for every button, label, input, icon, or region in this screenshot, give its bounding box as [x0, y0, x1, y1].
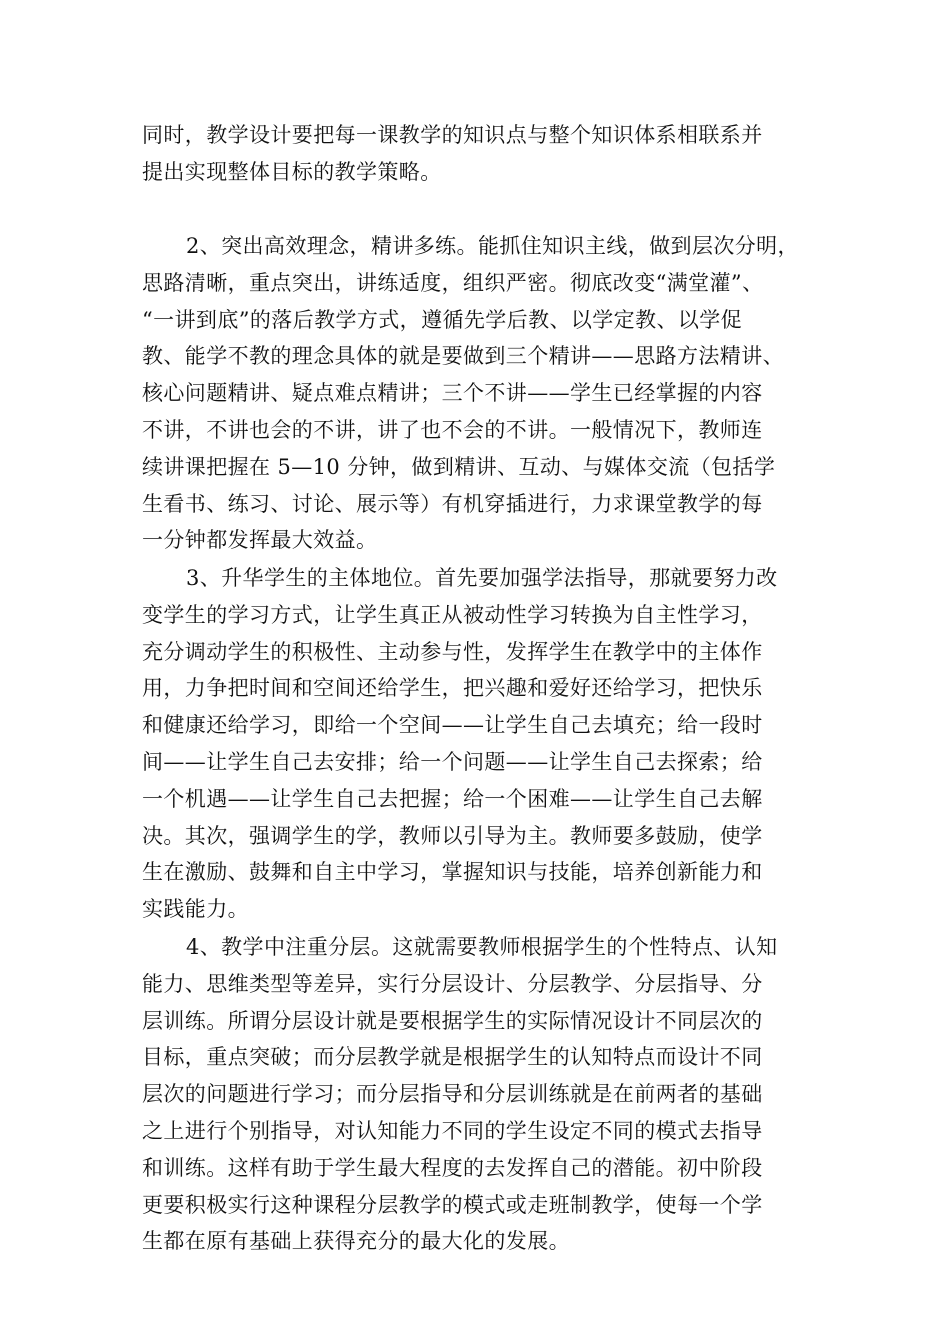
paragraph-line: 4、教学中注重分层。这就需要教师根据学生的个性特点、认知 [186, 935, 778, 959]
paragraph-line: 能力、思维类型等差异，实行分层设计、分层教学、分层指导、分 [142, 971, 763, 996]
paragraph-line: 实践能力。 [142, 897, 249, 922]
paragraph-line: 一个机遇——让学生自己去把握；给一个困难——让学生自己去解 [142, 786, 763, 811]
paragraph-line: 思路清晰，重点突出，讲练适度，组织严密。彻底改变“满堂灌”、 [142, 270, 764, 295]
paragraph-line: 提出实现整体目标的教学策略。 [142, 159, 442, 184]
paragraph-line: 生看书、练习、讨论、展示等）有机穿插进行，力求课堂教学的每 [142, 491, 763, 516]
paragraph-line: 和健康还给学习，即给一个空间——让学生自己去填充；给一段时 [142, 713, 763, 738]
paragraph-line: 教、能学不教的理念具体的就是要做到三个精讲——思路方法精讲、 [142, 344, 784, 369]
paragraph-line: 生在激励、鼓舞和自主中学习，掌握知识与技能，培养创新能力和 [142, 860, 763, 885]
paragraph-line: 同时，教学设计要把每一课教学的知识点与整个知识体系相联系并 [142, 123, 763, 147]
paragraph-line: 生都在原有基础上获得充分的最大化的发展。 [142, 1229, 570, 1254]
paragraph-line: 充分调动学生的积极性、主动参与性，发挥学生在教学中的主体作 [142, 639, 763, 664]
paragraph-1 [142, 117, 836, 191]
paragraph-line: 更要积极实行这种课程分层教学的模式或走班制教学，使每一个学 [142, 1192, 763, 1217]
paragraph-line: 间——让学生自己去安排；给一个问题——让学生自己去探索；给 [142, 749, 763, 774]
paragraph-line: 续讲课把握在 5—10 分钟，做到精讲、互动、与媒体交流（包括学 [142, 454, 776, 479]
paragraph-line: 不讲，不讲也会的不讲，讲了也不会的不讲。一般情况下，教师连 [142, 417, 763, 442]
paragraph-line: 一分钟都发挥最大效益。 [142, 528, 378, 553]
paragraph-line: 层次的问题进行学习；而分层指导和分层训练就是在前两者的基础 [142, 1082, 763, 1107]
paragraph-line: “一讲到底”的落后教学方式，遵循先学后教、以学定教、以学促 [142, 307, 743, 332]
paragraph-3 [142, 560, 836, 928]
paragraph-line: 之上进行个别指导，对认知能力不同的学生设定不同的模式去指导 [142, 1118, 763, 1143]
paragraph-line: 3、升华学生的主体地位。首先要加强学法指导，那就要努力改 [186, 566, 778, 590]
paragraph-line: 和训练。这样有助于学生最大程度的去发挥自己的潜能。初中阶段 [142, 1155, 763, 1180]
paragraph-2 [142, 228, 836, 559]
paragraph-4 [142, 929, 836, 1260]
paragraph-line: 目标，重点突破；而分层教学就是根据学生的认知特点而设计不同 [142, 1045, 763, 1070]
paragraph-line: 变学生的学习方式，让学生真正从被动性学习转换为自主性学习， [142, 602, 763, 627]
paragraph-line: 用，力争把时间和空间还给学生，把兴趣和爱好还给学习，把快乐 [142, 676, 763, 701]
paragraph-line: 决。其次，强调学生的学，教师以引导为主。教师要多鼓励，使学 [142, 823, 763, 848]
paragraph-line: 层训练。所谓分层设计就是要根据学生的实际情况设计不同层次的 [142, 1008, 763, 1033]
paragraph-line: 核心问题精讲、疑点难点精讲；三个不讲——学生已经掌握的内容 [142, 381, 763, 406]
paragraph-line: 2、突出高效理念，精讲多练。能抓住知识主线，做到层次分明， [186, 234, 799, 258]
